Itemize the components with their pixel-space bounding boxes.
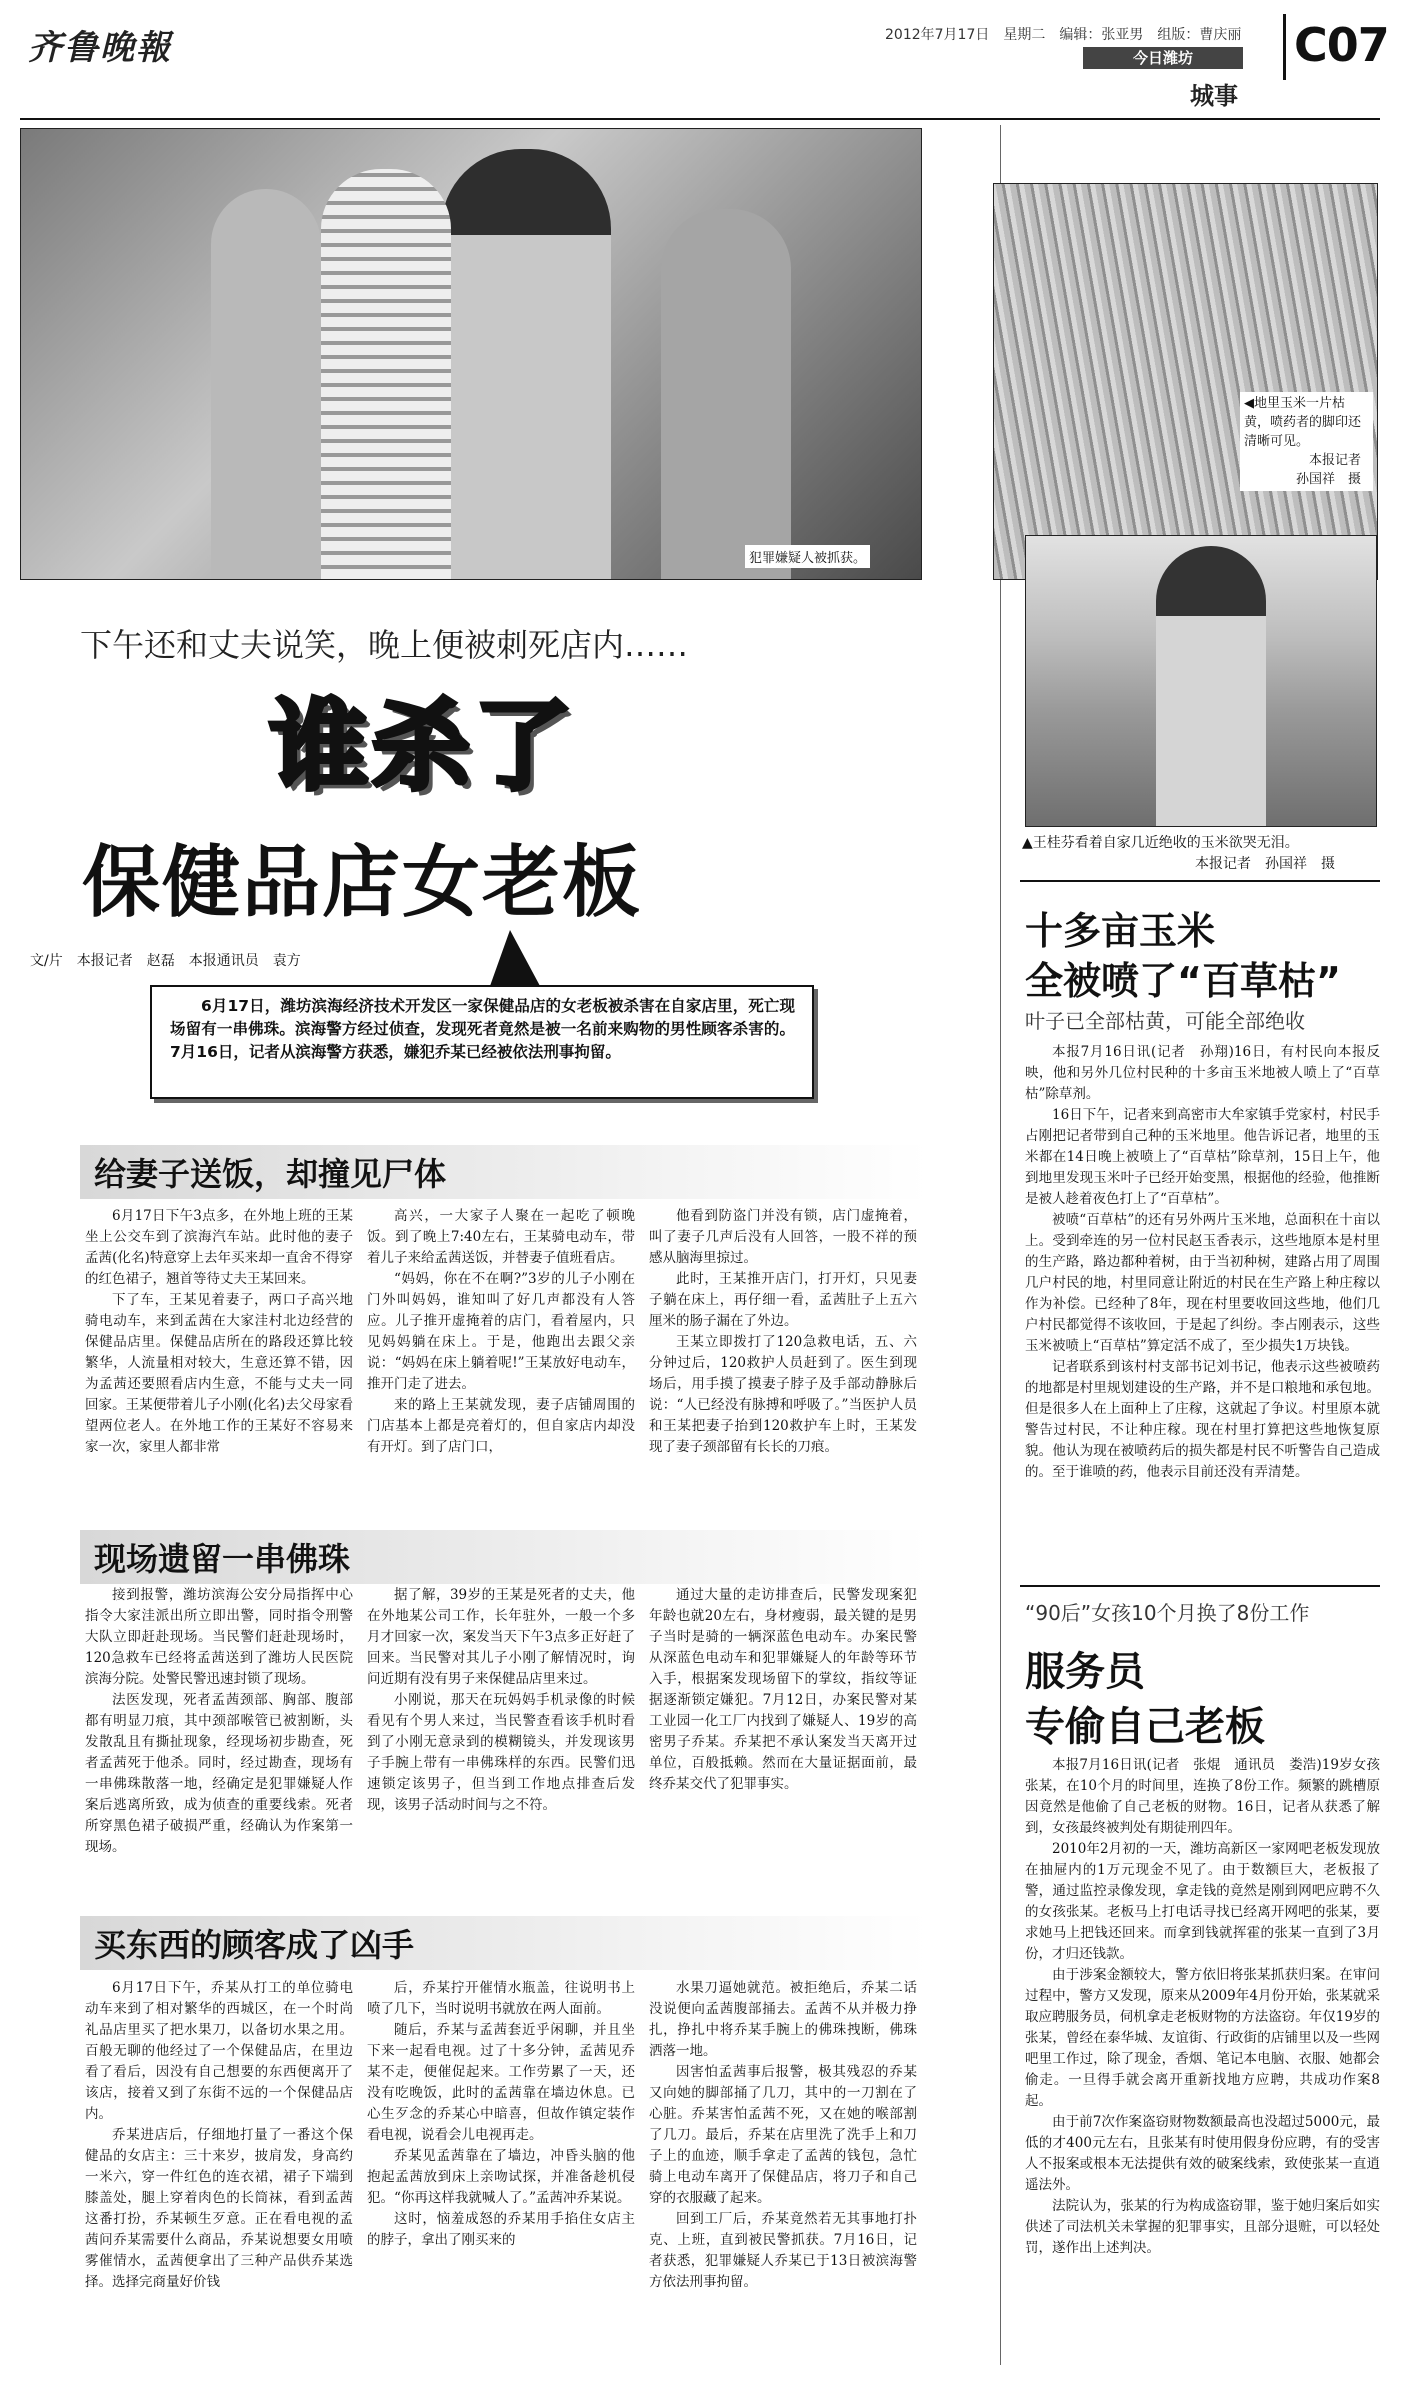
byline: 文/片 本报记者 赵磊 本报通讯员 袁方	[30, 953, 301, 969]
section-name: 城事	[1190, 82, 1238, 110]
headline-1: 谁杀了	[270, 690, 577, 804]
main-photo	[20, 128, 922, 580]
section-2-col-3: 通过大量的走访排查后，民警发现案犯年龄也就20左右，身材瘦弱，最关键的是男子当时是骑的一辆深蓝色电动车。办案民警从深蓝色电动车和犯罪嫌疑人的年龄等环节入手，根据案发现场留下的掌纹，指纹等证据逐渐锁定嫌犯。7月12日，办案民警对某工业园一化工厂内找到了嫌疑人、19岁的高密男子乔某。乔某把不承认案发当天离开过单位，百般抵赖。然而在大量证据面前，最终乔某交代了犯罪事实。	[649, 1587, 917, 1792]
section-3-col-1: 6月17日下午，乔某从打工的单位骑电动车来到了相对繁华的西城区，在一个时尚礼品店里买了把水果刀，以备切水果之用。百般无聊的他经过了一个保健品店，在里边看了看后，因没有自己想要的东西便离开了该店，接着又到了东街不远的一个保健品店内。 乔某进店后，仔细地打量了一番这个保健品的女店主：三十来岁，披肩发，身高约一米六，穿一件红色的连衣裙，裙子下端到膝盖处，腿上穿着肉色的长筒袜，看到孟茜这番打扮，乔某顿生歹意。正在看电视的孟茜问乔某需要什么商品，乔某说想要女用喷雾催情水，孟茜便拿出了三种产品供乔某选择。选择完商量好价钱	[85, 1980, 353, 2290]
lead-box-pointer	[490, 930, 540, 986]
thief-headline-2: 专偷自己老板	[1025, 1704, 1265, 1750]
corn-photo-2-credit: 本报记者 孙国祥 摄	[1195, 856, 1335, 872]
photo-figure-officer	[441, 149, 611, 579]
section-1-col-2: 高兴，一大家子人聚在一起吃了顿晚饭。到了晚上7:40左右，王某骑电动车，带着儿子来给孟茜送饭，并替妻子值班看店。 “妈妈，你在不在啊?”3岁的儿子小刚在门外叫妈妈，谁知叫了好几声都没有人答应。儿子推开虚掩着的店门，看着屋内，只见妈妈躺在床上。于是，他跑出去跟父亲说：“妈妈在床上躺着呢!”王某放好电动车，推开门走了进去。 来的路上王某就发现，妻子店铺周围的门店基本上都是亮着灯的，但自家店内却没有开灯。到了店门口，	[367, 1208, 635, 1455]
farmer-photo	[1025, 535, 1377, 827]
corn-photo-1-caption	[1240, 392, 1373, 491]
photo-figure-officer-left	[211, 189, 321, 579]
thief-headline-1: 服务员	[1025, 1649, 1145, 1695]
lead-text: 6月17日，潍坊滨海经济技术开发区一家保健品店的女老板被杀害在自家店里，死亡现场留有一串佛珠。滨海警方经过侦查，发现死者竟然是被一名前来购物的男性顾客杀害的。7月16日，记者从滨海警方获悉，嫌犯乔某已经被依法刑事拘留。	[170, 997, 795, 1061]
headline-2: 保健品店女老板	[82, 838, 643, 928]
corn-headline-1: 十多亩玉米	[1025, 909, 1216, 953]
corn-field-photo	[993, 183, 1378, 580]
farmer-figure	[1156, 546, 1266, 826]
main-photo-caption: 犯罪嫌疑人被抓获。	[745, 545, 870, 568]
section-title-1: 给妻子送饭，却撞见尸体	[80, 1145, 928, 1199]
section-title-3: 买东西的顾客成了凶手	[80, 1916, 928, 1970]
page-number: C07	[1294, 18, 1389, 72]
corn-photo-1-credit-1: 本报记者	[1308, 453, 1361, 468]
masthead-divider	[1283, 14, 1286, 80]
header-rule	[20, 118, 990, 120]
section-2-col-1: 接到报警，潍坊滨海公安分局指挥中心指令大家洼派出所立即出警，同时指令刑警大队立即赶赴现场。当民警们赶赴现场时，120急救车已经将孟茜送到了潍坊人民医院滨海分院。处警民警迅速封锁了现场。 法医发现，死者孟茜颈部、胸部、腹部都有明显刀痕，其中颈部喉管已被割断，头发散乱且有撕扯现象，经现场初步勘查，死者孟茜死于他杀。同时，经过勘查，现场有一串佛珠散落一地，经确定是犯罪嫌疑人作案后逃离所致，成为侦查的重要线索。死者所穿黑色裙子破损严重，经确认为作案第一现场。	[85, 1587, 353, 1855]
corn-photo-1-credit-2: 孙国祥 摄	[1295, 472, 1361, 487]
section-3-col-3: 水果刀逼她就范。被拒绝后，乔某二话没说便向孟茜腹部捅去。孟茜不从并极力挣扎，挣扎中将乔某手腕上的佛珠拽断，佛珠洒落一地。 因害怕孟茜事后报警，极其残忍的乔某又向她的脚部捅了几刀，其中的一刀割在了心脏。乔某害怕孟茜不死，又在她的喉部割了几刀。最后，乔某在店里洗了洗手上和刀子上的血迹，顺手拿走了孟茜的钱包，急忙骑上电动车离开了保健品店，将刀子和自己穿的衣服藏了起来。 回到工厂后，乔某竟然若无其事地打扑克、上班，直到被民警抓获。7月16日，记者获悉，犯罪嫌疑人乔某已于13日被滨海警方依法刑事拘留。	[649, 1980, 917, 2290]
thief-kicker: “90后”女孩10个月换了8份工作	[1025, 1601, 1310, 1625]
kicker: 下午还和丈夫说笑，晚上便被刺死店内……	[80, 626, 689, 664]
photo-figure-suspect	[321, 169, 451, 579]
section-1-col-3: 他看到防盗门并没有锁，店门虚掩着，叫了妻子几声后没有人回答，一股不祥的预感从脑海里掠过。 此时，王某推开店门，打开灯，只见妻子躺在床上，再仔细一看，孟茜肚子上五六厘米的肠子漏在了外边。 王某立即拨打了120急救电话，五、六分钟过后，120救护人员赶到了。医生到现场后，用手摸了摸妻子脖子及手部动静脉后说：“人已经没有脉搏和呼吸了。”当医护人员和王某把妻子抬到120救护车上时，王某发现了妻子颈部留有长长的刀痕。	[649, 1208, 917, 1455]
date-line: 2012年7月17日 星期二 编辑：张亚男 组版：曹庆丽	[885, 27, 1242, 43]
photo-figure-cameraman	[661, 209, 791, 579]
corn-subhead: 叶子已全部枯黄，可能全部绝收	[1025, 1009, 1305, 1033]
thief-top-rule	[1020, 1585, 1380, 1587]
thief-body: 本报7月16日讯(记者 张焜 通讯员 娄浩)19岁女孩张某，在10个月的时间里，连换了8份工作。频繁的跳槽原因竟然是他偷了自己老板的财物。16日，记者从获悉了解到，女孩最终被判处有期徒刑四年。 2010年2月初的一天，潍坊高新区一家网吧老板发现放在抽屉内的1万元现金不见了。由于数额巨大，老板报了警，通过监控录像发现，拿走钱的竟然是刚到网吧应聘不久的女孩张某。老板马上打电话寻找已经离开网吧的张某，要求她马上把钱还回来。而拿到钱就挥霍的张某一直到了3月份，才归还钱款。 由于涉案金额较大，警方依旧将张某抓获归案。在审问过程中，警方又发现，原来从2009年4月份开始，张某就采取应聘服务员，伺机拿走老板财物的方法盗窃。年仅19岁的张某，曾经在泰华城、友谊街、行政街的店铺里以及一些网吧里工作过，除了现金，香烟、笔记本电脑、衣服、她都会偷走。一旦得手就会离开重新找地方应聘，共成功作案8起。 由于前7次作案盗窃财物数额最高也没超过5000元，最低的才400元左右，且张某有时使用假身份应聘，有的受害人不报案或根本无法提供有效的破案线索，致使张某一直逍遥法外。 法院认为，张某的行为构成盗窃罪，鉴于她归案后如实供述了司法机关未掌握的犯罪事实，且部分退赃，可以轻处罚，遂作出上述判决。	[1025, 1757, 1380, 2256]
section-3-col-2: 后，乔某拧开催情水瓶盖，往说明书上喷了几下，当时说明书就放在两人面前。 随后，乔某与孟茜套近乎闲聊，并且坐下来一起看电视。过了十多分钟，孟茜见乔某不走，便催促起来。工作劳累了一天，还没有吃晚饭，此时的孟茜靠在墙边休息。已心生歹念的乔某心中暗喜，但故作镇定装作看电视，说看会儿电视再走。 乔某见孟茜靠在了墙边，冲昏头脑的他抱起孟茜放到床上亲吻试探，并准备趁机侵犯。“你再这样我就喊人了。”孟茜冲乔某说。 这时，恼羞成怒的乔某用手掐住女店主的脖子，拿出了刚买来的	[367, 1980, 635, 2248]
corn-body: 本报7月16日讯(记者 孙翔)16日，有村民向本报反映，他和另外几位村民种的十多亩玉米地被人喷上了“百草枯”除草剂。 16日下午，记者来到高密市大牟家镇手党家村，村民手占刚把记者带到自己种的玉米地里。他告诉记者，地里的玉米都在14日晚上被喷上了“百草枯”除草剂，15日上午，他到地里发现玉米叶子已经开始变黑，根据他的经验，他推断是被人趁着夜色打上了“百草枯”。 被喷“百草枯”的还有另外两片玉米地，总面积在十亩以上。受到牵连的另一位村民赵玉香表示，这些地原本是村里的生产路，路边都种着树，由于当初种树，建路占用了周围几户村民的地，村里同意让附近的村民在生产路上种庄稼以作为补偿。已经种了8年，现在村里要收回这些地，他们几户村民都觉得不该收回，于是起了纠纷。李占刚表示，这些玉米被喷上“百草枯”算定活不成了，至少损失1万块钱。 记者联系到该村村支部书记刘书记，他表示这些被喷药的地都是村里规划建设的生产路，并不是口粮地和承包地。但是很多人在上面种上了庄稼，这就起了争议。村里原本就警告过村民，不让种庄稼。现在村里打算把这些地恢复原貌。他认为现在被喷药后的损失都是村民不听警告自己造成的。至于谁喷的药，他表示目前还没有弄清楚。	[1025, 1044, 1380, 1480]
section-1-col-1: 6月17日下午3点多，在外地上班的王某坐上公交车到了滨海汽车站。此时他的妻子孟茜(化名)特意穿上去年买来却一直舍不得穿的红色裙子，翘首等待丈夫王某回来。 下了车，王某见着妻子，两口子高兴地骑电动车，来到孟茜在大家洼村北边经营的保健品店里。保健品店所在的路段还算比较繁华，人流量相对较大，生意还算不错，因为孟茜还要照看店内生意，不能与丈夫一同回家。王某便带着儿子小刚(化名)去父母家看望两位老人。在外地工作的王某好不容易来家一次，家里人都非常	[85, 1208, 353, 1455]
section-title-2: 现场遗留一串佛珠	[80, 1530, 928, 1584]
section-tag: 今日潍坊	[1083, 47, 1243, 69]
header-rule-right	[990, 118, 1380, 120]
corn-headline-2: 全被喷了“百草枯”	[1025, 959, 1341, 1003]
corn-top-rule	[1020, 880, 1380, 882]
section-2-col-2: 据了解，39岁的王某是死者的丈夫，他在外地某公司工作，长年驻外，一般一个多月才回家一次，案发当天下午3点多正好赶了回来。当民警对其儿子小刚了解情况时，询问近期有没有男子来保健品店里来过。 小刚说，那天在玩妈妈手机录像的时候看见有个男人来过，当民警查看该手机时看到了小刚无意录到的模糊镜头，并发现该男子手腕上带有一串佛珠样的东西。民警们迅速锁定该男子，但当到工作地点排查后发现，该男子活动时间与之不符。	[367, 1587, 635, 1813]
corn-photo-2-caption: ▲王桂芬看着自家几近绝收的玉米欲哭无泪。	[1022, 835, 1299, 851]
masthead	[0, 0, 1409, 110]
paper-logo: 齐鲁晚報	[28, 28, 172, 68]
corn-photo-1-caption-text: ◀地里玉米一片枯黄，喷药者的脚印还清晰可见。	[1244, 396, 1362, 449]
